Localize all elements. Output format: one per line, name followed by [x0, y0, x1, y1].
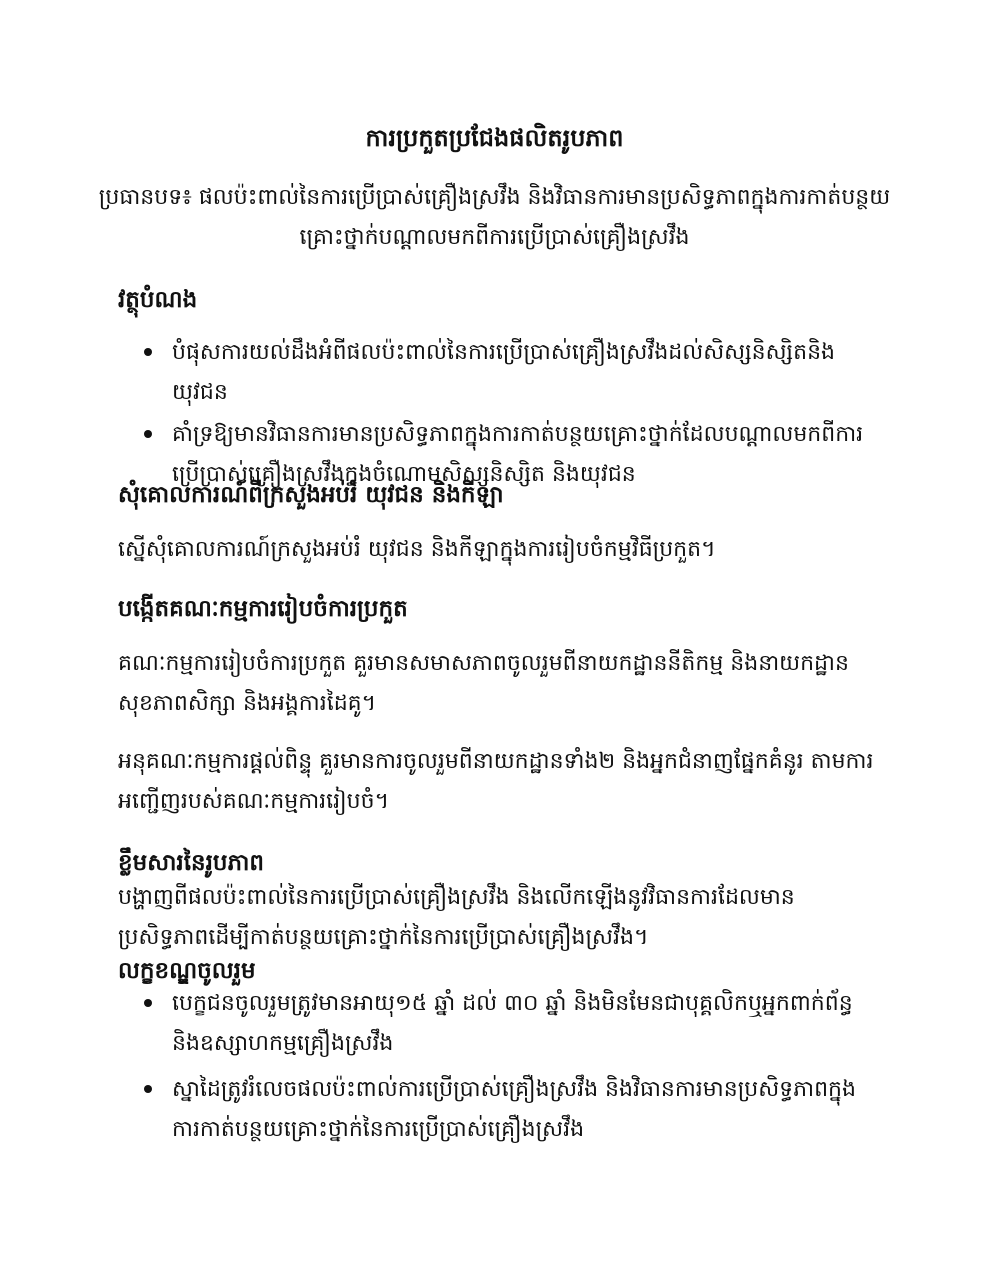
conditions-list	[118, 984, 878, 1150]
subject-line	[60, 178, 929, 258]
ministry-paragraph: ស្នើសុំគោលការណ៍ក្រសួងអប់រំ យុវជន និងកីឡាក្នុងការរៀបចំកម្មវិធីប្រកួត។	[118, 537, 716, 562]
content-paragraph: បង្ហាញពីផលប៉ះពាល់នៃការប្រើប្រាស់គ្រឿងស្រវឹង និងលើកឡើងនូវវិធានការដែលមានប្រសិទ្ធភាពដើម្បីកាត់បន្ថយគ្រោះថ្នាក់នៃការប្រើប្រាស់គ្រឿងស្រវឹង។	[118, 885, 795, 950]
bullet-icon	[144, 348, 152, 356]
bullet-icon	[144, 430, 152, 438]
subject-line-2: គ្រោះថ្នាក់បណ្តាលមកពីការប្រើប្រាស់គ្រឿងស្រវឹង	[299, 225, 690, 250]
committee-paragraph-1: គណៈកម្មការរៀបចំការប្រកួត គួរមានសមាសភាពចូលរួមពីនាយកដ្ឋាននីតិកម្ម និងនាយកដ្ឋានសុខភាពសិក្សា និងអង្គការដៃគូ។	[118, 651, 849, 716]
list-item: បំផុសការយល់ដឹងអំពីផលប៉ះពាល់នៃការប្រើប្រាស់គ្រឿងស្រវឹងដល់សិស្សនិស្សិតនិងយុវជន	[118, 333, 878, 413]
committee-heading: បង្កើតគណៈកម្មការរៀបចំការប្រកួត	[118, 596, 408, 622]
subject-line-1: ប្រធានបទ៖ ផលប៉ះពាល់នៃការប្រើប្រាស់គ្រឿងស្រវឹង និងវិធានការមានប្រសិទ្ធភាពក្នុងការកាត់បន្ថយ	[98, 185, 891, 210]
list-item: បេក្ខជនចូលរួមត្រូវមានអាយុ១៥ ឆ្នាំ ដល់ ៣០ ឆ្នាំ និងមិនមែនជាបុគ្គលិកឬអ្នកពាក់ព័ន្ធនិងឧស្សាហកម្មគ្រឿងស្រវឹង	[118, 984, 878, 1064]
list-item: គាំទ្រឱ្យមានវិធានការមានប្រសិទ្ធភាពក្នុងការកាត់បន្ថយគ្រោះថ្នាក់ដែលបណ្តាលមកពីការប្រើប្រាស់គ្រឿងស្រវឹងក្នុងចំណោមសិស្សនិស្សិត និងយុវជន	[118, 415, 878, 495]
committee-paragraph-2: អនុគណៈកម្មការផ្តល់ពិន្ទុ គួរមានការចូលរួមពីនាយកដ្ឋានទាំង២ និងអ្នកជំនាញផ្នែកគំនូរ តាមការអញ្ជើញរបស់គណៈកម្មការរៀបចំ។	[118, 749, 874, 814]
ministry-heading: សុំគោលការណ៍ពីក្រសួងអប់រំ យុវជន និងកីឡា	[118, 482, 504, 508]
bullet-icon	[144, 999, 152, 1007]
bullet-icon	[144, 1085, 152, 1093]
conditions-heading: លក្ខខណ្ឌចូលរួម	[118, 958, 256, 984]
list-item: ស្នាដៃត្រូវរំលេចផលប៉ះពាល់ការប្រើប្រាស់គ្រឿងស្រវឹង និងវិធានការមានប្រសិទ្ធភាពក្នុងការកាត់បន្ថយគ្រោះថ្នាក់នៃការប្រើប្រាស់គ្រឿងស្រវឹង	[118, 1070, 878, 1150]
objectives-list	[118, 333, 878, 495]
content-heading: ខ្លឹមសារនៃរូបភាព	[118, 850, 264, 876]
document-title: ការប្រកួតប្រជែងផលិតរូបភាព	[365, 124, 624, 152]
objectives-heading: វត្ថុបំណង	[118, 287, 198, 313]
